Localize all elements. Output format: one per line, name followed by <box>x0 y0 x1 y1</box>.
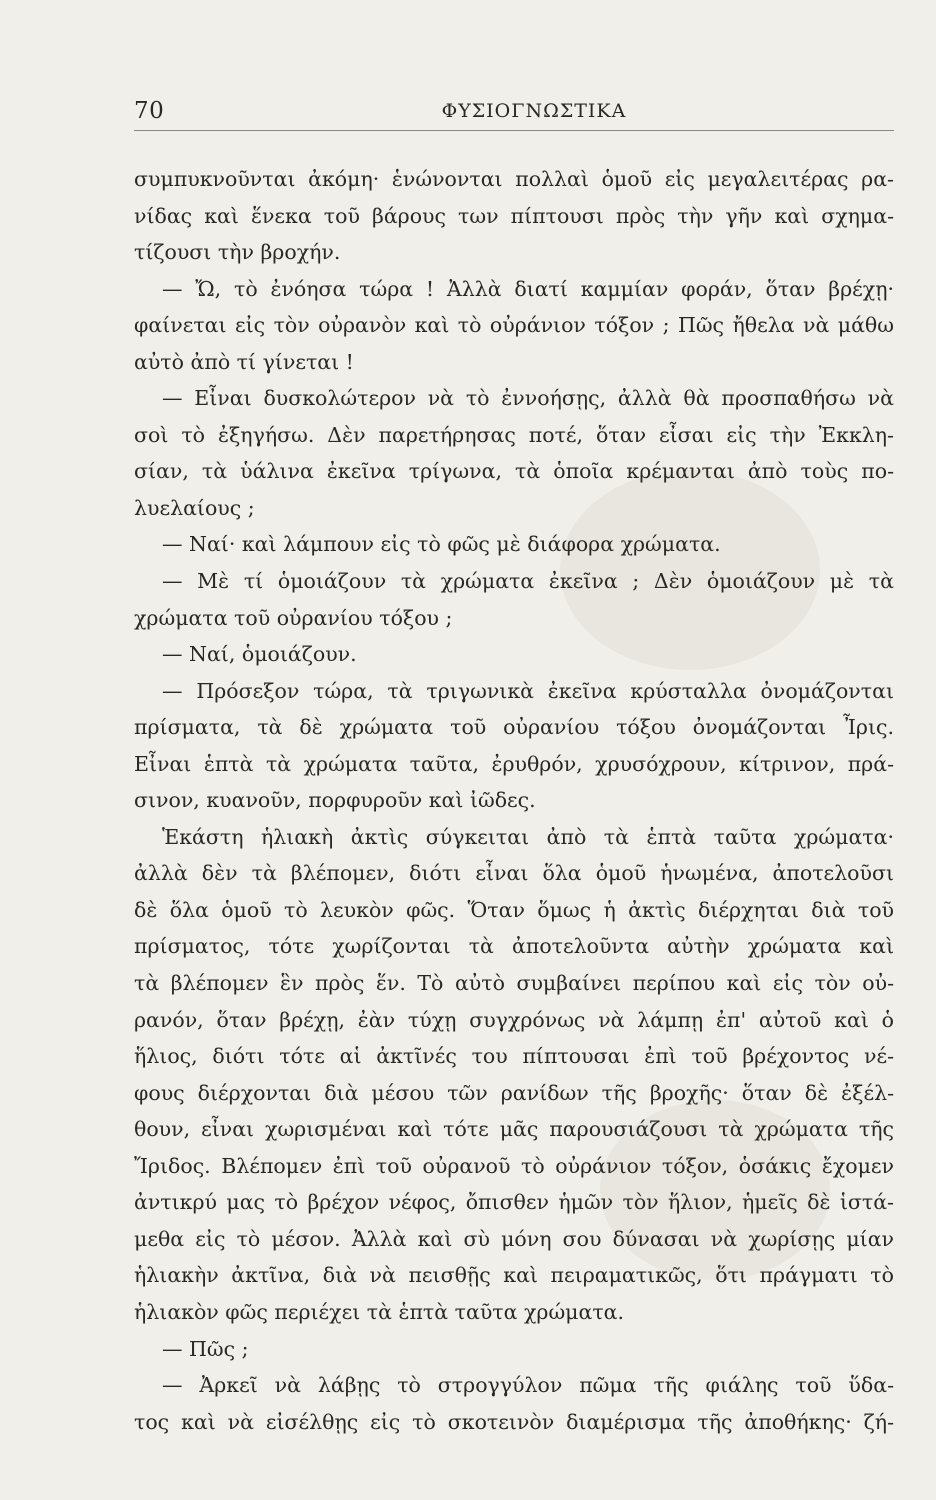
text-line: τίζουσι τὴν βροχήν. <box>134 240 341 265</box>
text-line: δὲ ὅλα ὁμοῦ τὸ λευκὸν φῶς. Ὅταν ὅμως ἡ ἀκτὶς διέρχηται διὰ τοῦ <box>134 897 894 922</box>
text-line: Εἶναι ἑπτὰ τὰ χρώματα ταῦτα, ἐρυθρόν, χρυσόχρουν, κίτρινον, πρά- <box>134 751 894 776</box>
text-line: — Πῶς ; <box>162 1336 249 1361</box>
text-line: — Ἀρκεῖ νὰ λάβῃς τὸ στρογγύλον πῶμα τῆς φιάλης τοῦ ὕδα- <box>162 1373 894 1398</box>
text-line: — Ναί· καὶ λάμπουν εἰς τὸ φῶς μὲ διάφορα χρώματα. <box>162 532 721 557</box>
text-line: λυελαίους ; <box>134 495 255 520</box>
text-line: τος καὶ νὰ εἰσέλθῃς εἰς τὸ σκοτεινὸν διαμέρισμα τῆς ἀποθήκης· ζή- <box>134 1409 894 1434</box>
text-line: — Μὲ τί ὁμοιάζουν τὰ χρώματα ἐκεῖνα ; Δὲν ὁμοιάζουν μὲ τὰ <box>162 569 894 594</box>
text-line: ἀλλὰ δὲν τὰ βλέπομεν, διότι εἶναι ὅλα ὁμοῦ ἡνωμένα, ἀποτελοῦσι <box>134 861 894 886</box>
page-number: 70 <box>134 98 165 124</box>
text-line: σίαν, τὰ ὑάλινα ἐκεῖνα τρίγωνα, τὰ ὁποῖα κρέμανται ἀπὸ τοὺς πο- <box>134 459 894 484</box>
text-line: τὰ βλέπομεν ἓν πρὸς ἕν. Τὸ αὐτὸ συμβαίνει περίπου καὶ εἰς τὸν οὐ- <box>134 971 894 996</box>
text-line: πρίσματα, τὰ δὲ χρώματα τοῦ οὐρανίου τόξου ὀνομάζονται Ἶρις. <box>134 715 894 740</box>
text-line: Ἴριδος. Βλέπομεν ἐπὶ τοῦ οὐρανοῦ τὸ οὐράνιον τόξον, ὁσάκις ἔχομεν <box>134 1153 894 1178</box>
text-line: φους διέρχονται διὰ μέσου τῶν ρανίδων τῆς βροχῆς· ὅταν δὲ ἐξέλ- <box>134 1080 894 1105</box>
running-head <box>134 98 894 134</box>
text-line: — Πρόσεξον τώρα, τὰ τριγωνικὰ ἐκεῖνα κρύσταλλα ὀνομάζονται <box>162 678 894 703</box>
text-line: ἥλιος, διότι τότε αἱ ἀκτῖνές του πίπτουσαι ἐπὶ τοῦ βρέχοντος νέ- <box>134 1044 894 1069</box>
text-line: μεθα εἰς τὸ μέσον. Ἀλλὰ καὶ σὺ μόνη σου δύνασαι νὰ χωρίσῃς μίαν <box>134 1226 894 1251</box>
text-line: Ἑκάστη ἡλιακὴ ἀκτὶς σύγκειται ἀπὸ τὰ ἑπτὰ ταῦτα χρώματα· <box>162 824 894 849</box>
text-line: — Ναί, ὁμοιάζουν. <box>162 642 357 667</box>
text-line: ἡλιακὴν ἀκτῖνα, διὰ νὰ πεισθῇς καὶ πειραματικῶς, ὅτι πράγματι τὸ <box>134 1263 894 1288</box>
text-line: — Ὤ, τὸ ἐνόησα τώρα ! Ἀλλὰ διατί καμμίαν φοράν, ὅταν βρέχῃ· <box>162 276 894 301</box>
body-text <box>134 161 894 1440</box>
header-rule <box>134 130 894 131</box>
text-line: ἡλιακὸν φῶς περιέχει τὰ ἑπτὰ ταῦτα χρώματα. <box>134 1299 625 1324</box>
text-line: νίδας καὶ ἕνεκα τοῦ βάρους των πίπτουσι πρὸς τὴν γῆν καὶ σχημα- <box>134 203 894 228</box>
text-line: σοὶ τὸ ἐξηγήσω. Δὲν παρετήρησας ποτέ, ὅταν εἶσαι εἰς τὴν Ἐκκλη- <box>134 422 894 447</box>
text-line: — Εἶναι δυσκολώτερον νὰ τὸ ἐννοήσῃς, ἀλλὰ θὰ προσπαθήσω νὰ <box>162 386 894 411</box>
running-title: ΦΥΣΙΟΓΝΩΣΤΙΚΑ <box>441 100 627 122</box>
text-line: ἀντικρύ μας τὸ βρέχον νέφος, ὄπισθεν ἡμῶν τὸν ἥλιον, ἡμεῖς δὲ ἱστά- <box>134 1190 894 1215</box>
text-line: ρανόν, ὅταν βρέχῃ, ἐὰν τύχῃ συγχρόνως νὰ λάμπῃ ἐπ' αὐτοῦ καὶ ὁ <box>134 1007 894 1032</box>
text-line: φαίνεται εἰς τὸν οὐρανὸν καὶ τὸ οὐράνιον τόξον ; Πῶς ἤθελα νὰ μάθω <box>134 313 894 338</box>
text-line: θουν, εἶναι χωρισμέναι καὶ τότε μᾶς παρουσιάζουσι τὰ χρώματα τῆς <box>134 1117 894 1142</box>
text-line: πρίσματος, τότε χωρίζονται τὰ ἀποτελοῦντα αὐτὴν χρώματα καὶ <box>134 934 894 959</box>
text-line: χρώματα τοῦ οὐρανίου τόξου ; <box>134 605 453 630</box>
text-line: συμπυκνοῦνται ἀκόμη· ἑνώνονται πολλαὶ ὁμοῦ εἰς μεγαλειτέρας ρα- <box>134 167 894 191</box>
text-line: σινον, κυανοῦν, πορφυροῦν καὶ ἰῶδες. <box>134 788 536 813</box>
text-line: αὐτὸ ἀπὸ τί γίνεται ! <box>134 349 354 374</box>
